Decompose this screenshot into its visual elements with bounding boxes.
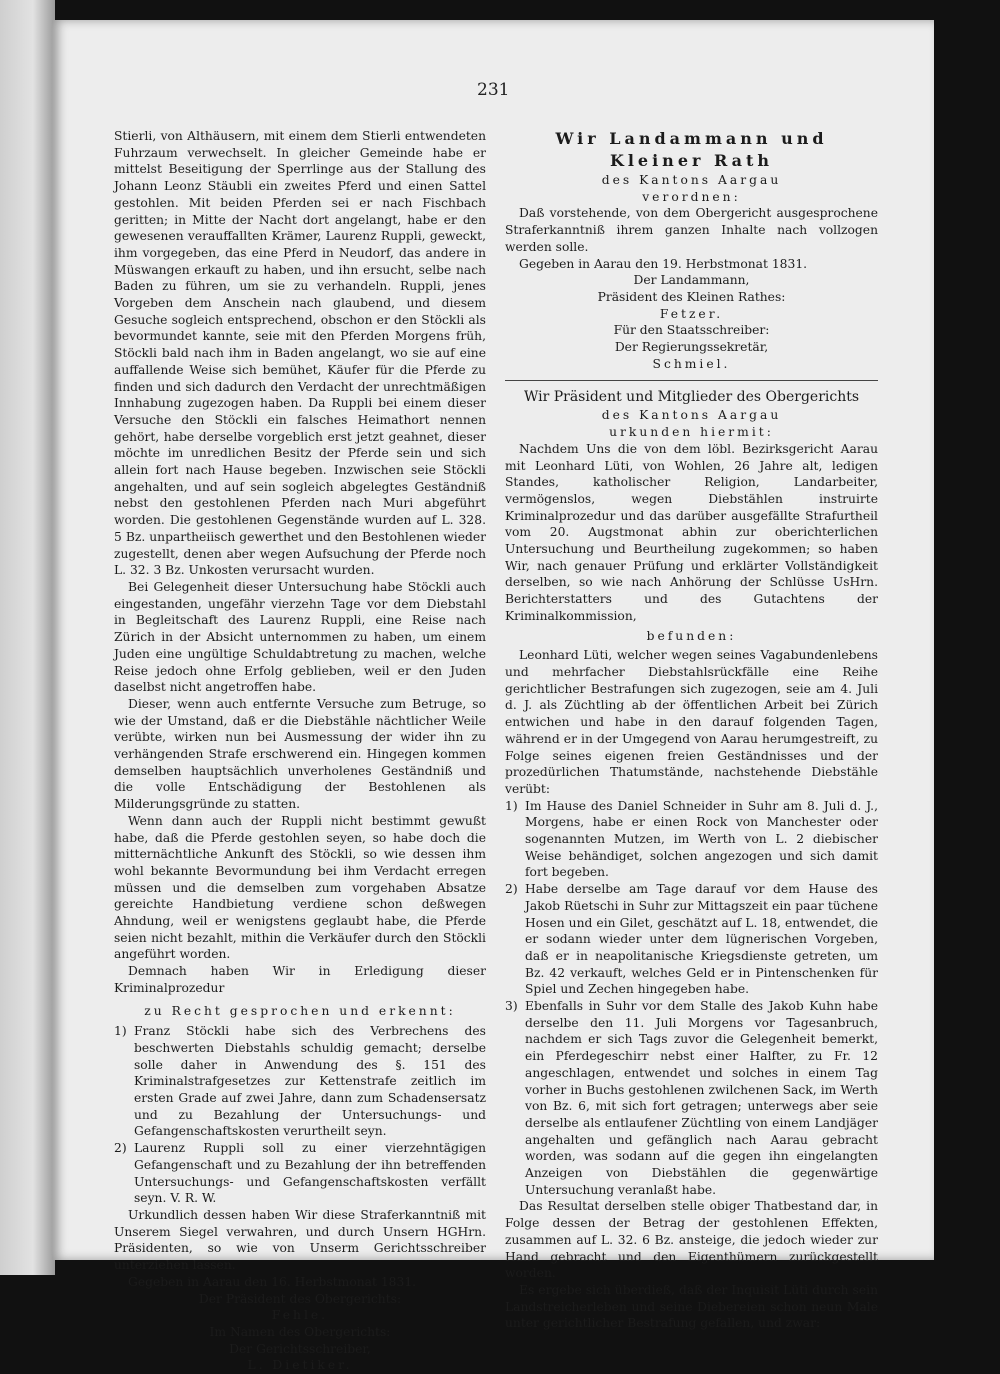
right-column — [505, 128, 878, 1332]
section-title: Wir Präsident und Mitglieder des Obergerichts — [523, 389, 860, 406]
paragraph: Nachdem Uns die von dem löbl. Bezirksgericht Aarau mit Leonhard Lüti, von Wohlen, 26 Jahre alt, ledigen Standes, katholischer Religion, Landarbeiter, vermögenslos, wegen Diebstählen instruirte Kriminalprozedur und das darüber ausgefällte Strafurtheil vom 20. Augstmonat abhin zur oberichterlichen Untersuchung und Beurtheilung zugekommen; so haben Wir, nach genauer Prüfung und erklärter Vollständigkeit derselben, so wie nach Anhörung der Schlüsse UsHrn. Berichterstatters und des Gutachtens der Kriminalkommission, — [505, 441, 878, 623]
section-subtitle: des Kantons Aargau — [601, 408, 782, 423]
decree-subtitle: des Kantons Aargau — [601, 173, 782, 187]
decree-title: Wir Landammann und Kleiner Rath — [555, 129, 828, 170]
paragraph: Leonhard Lüti, welcher wegen seines Vagabundenlebens und mehrfacher Diebstahlsrückfälle eine Reihe gerichtlicher Bestrafungen sich zugezogen, seie am 4. Juli d. J. als Züchtling ab der öffentlichen Arbeit bei Zürich entwichen und habe in den darauf folgenden Tagen, während er in der Umgegend von Aarau herumgestreift, zu Folge seines eigenen freien Geständnisses und der prozedürlichen Thatumstände, nachstehende Diebstähle verübt: — [505, 648, 878, 796]
paragraph: Demnach haben Wir in Erledigung dieser Kriminalprozedur — [114, 964, 486, 995]
divider — [505, 380, 878, 381]
signature-role: Der Gerichtsschreiber, — [229, 1341, 371, 1356]
signature-name: Fetzer. — [659, 306, 724, 321]
findings-heading: befunden: — [646, 628, 737, 643]
issue-date: Gegeben in Aarau den 16. Herbstmonat 1831. — [128, 1274, 417, 1289]
left-column — [114, 128, 486, 1374]
signature-title: Für den Staatsschreiber: — [613, 323, 770, 338]
signature-role: Präsident des Kleinen Rathes: — [597, 289, 786, 304]
list-item — [505, 798, 878, 882]
paragraph: Stierli, von Althäusern, mit einem dem Stierli entwendeten Fuhrzaum verwechselt. In gleicher Gemeinde habe er mittelst Beseitigung der Sperrlinge aus der Stallung des Johann Leonz Stäubli ein zweites Pferd und einen Sattel gestohlen. Mit beiden Pferden sei er nach Fischbach geritten; in Mitte der Nacht dort angelangt, habe er den gewesenen verauffallten Krämer, Laurenz Ruppli, geweckt, ihm vorgegeben, das eine Pferd in Neudorf, das andere in Müswangen erkauft zu haben, und ihn ersucht, selbe nach Baden zu führen, um sie zu verhandeln. Ruppli, jenes Vorgeben dem Anschein nach glaubend, und diesem Gesuche sogleich entsprechend, obschon er den Stöckli als bevormundet kannte, seie mit den Pferden Morgens früh, Stöckli bald nach ihm in Baden angelangt, wo sie auf eine auffallende Weise sich bemühet, Käufer für die Pferde zu finden und sich dadurch den Verdacht der unrechtmäßigen Innhabung zugezogen haben. Da Ruppli bei einem dieser Versuche den Stöckli ein falsches Heimathort nennen gehört, habe derselbe vorgeblich erst jetzt geahnet, dieser möchte im unredlichen Besitz der Pferde sein und sich allein fort nach Hause begeben. Inzwischen seie Stöckli angehalten, und auf sein sogleich abgelegtes Geständniß nebst den gestohlenen Pferden nach Muri abgeführt worden. Die gestohlenen Gegenstände wurden auf L. 328. 5 Bz. unpartheiisch gewerthet und den Bestohlenen wieder zugestellt, denen aber wegen Aufsuchung der Pferde noch L. 32. 3 Bz. Unkosten verursacht wurden. — [114, 129, 486, 578]
signature-role: Der Regierungssekretär, — [614, 340, 769, 355]
item-text: Im Hause des Daniel Schneider in Suhr am 8. Juli d. J., Morgens, habe er einen Rock von Manchester oder sogenannten Mutzen, im Werth von L. 2 diebischer Weise behändiget, solchen angezogen und sich damit fort begeben. — [525, 798, 878, 880]
list-item — [114, 1023, 486, 1140]
item-text: Habe derselbe am Tage darauf vor dem Hause des Jakob Rüetschi in Suhr zur Mittagszeit ein paar tüchene Hosen und ein Gilet, geschätzt auf L. 18, entwendet, die er sodann wieder unter dem lügnerischen Vorgeben, daß er in neapolitanische Kriegsdienste getreten, um Bz. 42 verkauft, welches Geld er in Pintenschenken für Spiel und Zechen hingegeben habe. — [525, 882, 878, 997]
paragraph: Dieser, wenn auch entfernte Versuche zum Betruge, so wie der Umstand, daß er die Diebstähle nächtlicher Weile verübte, wirken nun bei Ausmessung der wider ihn zu verhängenden Strafe erschwerend ein. Hingegen kommen demselben hauptsächlich unverholenes Geständniß und die volle Entschädigung der Bestohlenen als Milderungsgründe zu statten. — [114, 696, 486, 812]
list-item — [505, 881, 878, 998]
signature-name: Fehle. — [271, 1308, 329, 1323]
page-number: 231 — [477, 80, 510, 100]
signature-title: Im Namen des Obergerichts: — [209, 1324, 391, 1339]
paragraph: Daß vorstehende, von dem Obergericht ausgesprochene Straferkanntniß ihrem ganzen Inhalte nach vollzogen werden solle. — [505, 206, 878, 254]
item-number: 2) — [505, 882, 518, 897]
decree-subtitle: verordnen: — [642, 189, 741, 204]
signature-name: Schmiel. — [652, 356, 731, 371]
item-text: Ebenfalls in Suhr vor dem Stalle des Jakob Kuhn habe derselbe den 11. Juli Morgens vor Tagesanbruch, nachdem er sich Tags zuvor die Gelegenheit bemerkt, ein Pferdegeschirr nebst einer Halfter, zu Fr. 12 angeschlagen, entwendet und solches in einem Tag vorher in Buchs gestohlenen zwilchenen Sack, im Werth von Bz. 6, mit sich fort getragen; unterwegs aber seie derselbe als entlaufener Züchtling von einem Landjäger angehalten und gefänglich nach Aarau gebracht worden, was sodann auf die gegen ihn eingelangten Anzeigen von Diebstählen die gegenwärtige Untersuchung veranlaßt habe. — [525, 999, 878, 1197]
issue-date: Gegeben in Aarau den 19. Herbstmonat 1831. — [519, 256, 808, 271]
paragraph: Das Resultat derselben stelle obiger Thatbestand dar, in Folge dessen der Betrag der gestohlenen Effekten, zusammen auf L. 32. 6 Bz. ansteige, die jedoch wieder zur Hand gebracht und den Eigenthümern zurückgestellt worden. — [505, 1199, 878, 1281]
signature-title: Der Landammann, — [633, 273, 750, 288]
paragraph: Bei Gelegenheit dieser Untersuchung habe Stöckli auch eingestanden, ungefähr vierzehn Tage vor dem Diebstahl in Begleitschaft des Laurenz Ruppli, eine Reise nach Zürich in der Absicht unternommen zu haben, um einem Juden eine ungültige Schuldabtretung zu machen, welche Reise jedoch ohne Erfolg geblieben, weil er den Juden daselbst nicht angetroffen habe. — [114, 579, 486, 695]
item-text: Laurenz Ruppli soll zu einer vierzehntägigen Gefangenschaft und zu Bezahlung der ihn betreffenden Untersuchungs- und Gefangenschaftskosten verfällt seyn. V. R. W. — [134, 1141, 486, 1206]
item-number: 2) — [114, 1141, 127, 1156]
signature-name: L. Dietiker. — [247, 1358, 353, 1373]
signature-title: Der Präsident des Obergerichts: — [198, 1291, 402, 1306]
paragraph: Es ergebe sich überdieß, daß der Inquisit Lüti durch sein Landstreicherleben und seine Diebereien schon neun Male unter gerichtlicher Bestrafung gefallen, und zwar: — [505, 1283, 878, 1331]
paragraph: Urkundlich dessen haben Wir diese Straferkanntniß mit Unserem Siegel verwahren, und durch Unsern HGHrn. Präsidenten, so wie von Unserm Gerichtsschreiber unterziehen lassen. — [114, 1208, 486, 1273]
item-number: 3) — [505, 999, 518, 1014]
list-item — [505, 998, 878, 1198]
adjacent-page-edge — [0, 0, 55, 1275]
verdict-heading: zu Recht gesprochen und erkennt: — [144, 1003, 456, 1018]
paragraph: Wenn dann auch der Ruppli nicht bestimmt gewußt habe, daß die Pferde gestohlen seyen, so habe doch die mitternächtliche Ankunft des Stöckli, so wie dessen ihm wohl bekannte Bevormundung bei ihm Verdacht erregen müssen und die demselben zum vorgehaben Absatze gereichte Handbietung verdiene schon deßwegen Ahndung, weil er wenigstens geglaubt habe, die Pferde seien nicht bezahlt, mithin die Verkäufer durch den Stöckli angeführt worden. — [114, 813, 486, 962]
section-subtitle: urkunden hiermit: — [609, 425, 774, 440]
item-number: 1) — [114, 1024, 127, 1039]
list-item — [114, 1140, 486, 1207]
item-text: Franz Stöckli habe sich des Verbrechens des beschwerten Diebstahls schuldig gemacht; derselbe solle daher in Anwendung des §. 151 des Kriminalstrafgesetzes zur Kettenstrafe zeitlich im ersten Grade auf zwei Jahre, dann zum Schadensersatz und zu Bezahlung der Untersuchungs- und Gefangenschaftskosten verurtheilt seyn. — [134, 1024, 486, 1139]
item-number: 1) — [505, 798, 518, 813]
